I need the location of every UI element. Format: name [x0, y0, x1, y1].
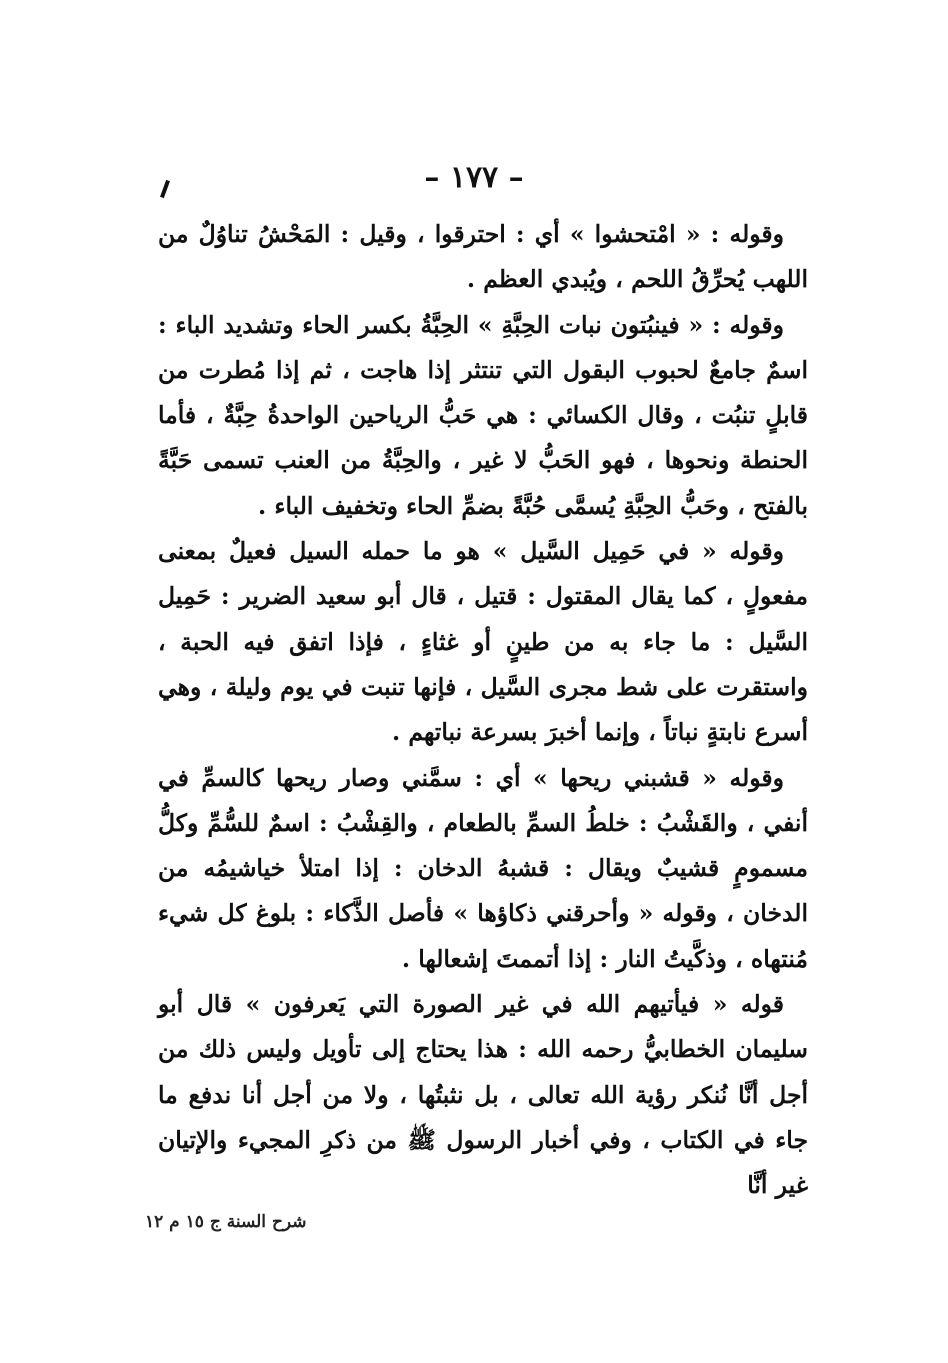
paragraph: وقوله : « فينبُتون نبات الحِبَّةِ » الحِبَّةُ بكسر الحاء وتشديد الباء : اسمٌ جامعٌ لحبوب البقول التي تنتثر إذا هاجت ، ثم إذا مُطرت من قابلٍ تنبُت ، وقال الكسائي : هي حَبُّ الرياحين الواحدةُ حِبَّةٌ ، فأما الحنطة ونحوها ، فهو الحَبُّ لا غير ، والحِبَّةُ من العنب تسمى حَبَّةً بالفتح ، وحَبُّ الحِبَّةِ يُسمَّى حُبَّةً بضمِّ الحاء وتخفيف الباء .	[158, 310, 808, 520]
paragraph: قوله « فيأتيهم الله في غير الصورة التي يَعرفون » قال أبو سليمان الخطابيُّ رحمه الله : هذا يحتاج إلى تأويل وليس ذلك من أجل أنَّا نُنكر رؤية الله تعالى ، بل نثبتُها ، ولا من أجل أنا ندفع ما جاء في الكتاب ، وفي أخبار الرسول ﷺ من ذكرِ المجيء والإتيان غير أنَّا	[158, 990, 808, 1200]
paragraph: وقوله « قشبني ريحها » أي : سمَّني وصار ريحها كالسمِّ في أنفي ، والقَشْبُ : خلطُ السمِّ بالطعام ، والقِشْبُ : اسمٌ للسُّمِّ وكلُّ مسمومٍ قشيبٌ ويقال : قشبهُ الدخان : إذا امتلأ خياشيمُه من الدخان ، وقوله « وأحرقني ذكاؤها » فأصل الذَّكاء : بلوغ كل شيء مُنتهاه ، وذكَّيتُ النار : إذا أتممتَ إشعالها .	[158, 763, 808, 973]
page-number: – ١٧٧ –	[424, 160, 524, 195]
body-text	[158, 212, 808, 1209]
paragraph: وقوله : « امْتحشوا » أي : احترقوا ، وقيل : المَحْشُ تناوُلٌ من اللهب يُحرِّقُ اللحم ، ويُبدي العظم .	[158, 220, 808, 294]
footer-signature: شرح السنة ج ١٥ م ١٢	[145, 1212, 307, 1232]
paragraph: وقوله « في حَمِيل السَّيل » هو ما حمله السيل فعيلٌ بمعنى مفعولٍ ، كما يقال المقتول : قتيل ، قال أبو سعيد الضرير : حَمِيل السَّيل : ما جاء به من طينٍ أو غثاءٍ ، فإذا اتفق فيه الحبة ، واستقرت على شط مجرى السَّيل ، فإنها تنبت في يوم وليلة ، وهي أسرع نابتةٍ نباتاً ، وإنما أخبرَ بسرعة نباتهم .	[158, 537, 808, 747]
